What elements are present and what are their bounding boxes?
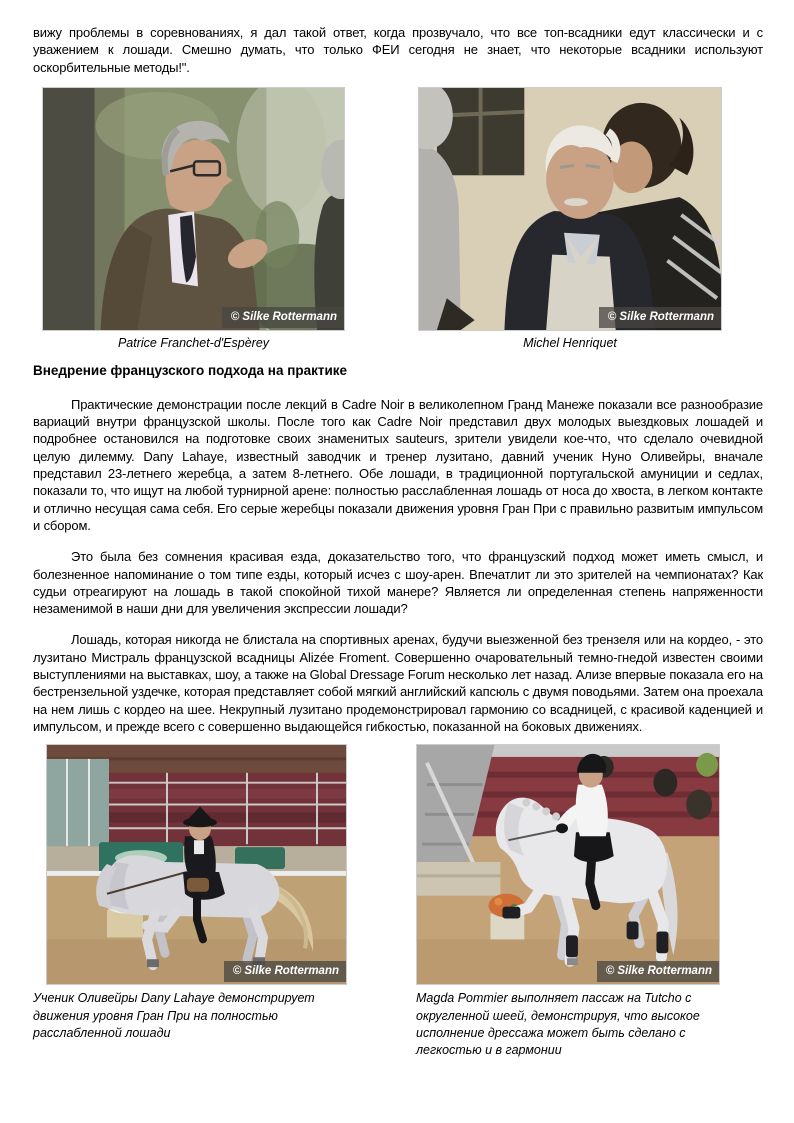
photo-caption-lahaye: Ученик Оливейры Dany Lahaye демонстрирует движения уровня Гран При на полностью расслабленной лошади — [33, 991, 315, 1041]
intro-paragraph: вижу проблемы в соревнованиях, я дал такой ответ, когда прозвучало, что все топ-всадники едут классически и с уважением к лошади. Смешно думать, что только ФЕИ сегодня не знает, что некоторые всадники используют оскорбительные методы!". — [33, 25, 763, 75]
photo-figure-michel — [418, 87, 722, 351]
photo-caption-pommier: Magda Pommier выполняет пассаж на Tutcho с округленной шеей, демонстрируя, что высокое исполнение дрессажа может быть сделано с легкостью и в гармонии — [416, 991, 700, 1058]
photo-illustration-lahaye — [47, 745, 346, 984]
photo-figure-lahaye — [33, 744, 345, 1042]
bottom-photo-row — [33, 744, 763, 1060]
photo-magda-pommier-horse — [416, 744, 720, 985]
photo-caption-michel: Michel Henriquet — [523, 335, 617, 350]
body-paragraph-1: Практические демонстрации после лекций в Cadre Noir в великолепном Гранд Манеже показали все разнообразие вариаций внутри французской школы. После того как Cadre Noir представил двух молодых выездковых лошадей и подробнее остановился на подготовке своих знаменитых sauteurs, зрители увидели кое-что, что сделало очевидной целую дилемму. Dany Lahaye, известный заводчик и тренер лузитано, давний ученик Нуно Оливейры, вначале представил 23-летнего жеребца, а затем 8-летнего. Обе лошади, в традиционной португальской амуниции и седлах, показали то, что ищут на любой турнирной арене: полностью расслабленная лошадь от носа до хвоста, в легком контакте и отлично несущая сама себя. Его серые жеребцы показали движения уровня Гран При с правильно развитым импульсом и сбором. — [33, 396, 763, 533]
photo-credit: © Silke Rottermann — [224, 961, 346, 982]
photo-illustration-michel — [419, 88, 721, 330]
section-heading: Внедрение французского подхода на практике — [33, 362, 348, 378]
body-paragraph-3: Лошадь, которая никогда не блистала на спортивных аренах, будучи выезженной без трензеля или на кордео, - это лузитано Мистраль французской всадницы Alizée Froment. Совершенно очаровательный темно-гнедой известен своими выступлениями на выставках, шоу, а также на Global Dressage Forum несколько лет назад. Ализе впервые показала его на бестрензельной уздечке, которая представляет собой мягкий английский капсюль с двумя поводьями. Затем она проехала на нем лишь с кордео на шее. Некрупный лузитано продемонстрировал гармонию со всадницей, с красивой каденцией и импульсом, и прежде всего с совершенно выдающейся гибкостью, показанной на боковых движениях. — [33, 632, 763, 734]
photo-dany-lahaye-horse — [46, 744, 347, 985]
photo-credit: © Silke Rottermann — [599, 307, 721, 328]
photo-illustration-pommier — [417, 745, 719, 984]
photo-patrice-franchet — [42, 87, 345, 331]
photo-figure-patrice — [42, 87, 345, 351]
photo-credit: © Silke Rottermann — [222, 307, 344, 328]
top-photo-row — [33, 87, 763, 351]
photo-figure-pommier — [416, 744, 720, 1060]
body-paragraph-2: Это была без сомнения красивая езда, доказательство того, что французский подход может иметь смысл, и болезненное напоминание о том типе езды, который исчез с шоу-арен. Впечатлит ли это зрителей на чемпионатах? Как судьи отреагируют на лошадь в такой спокойной тихой манере? Является ли определенная степень напряженности незаменимой в наши дни для увеличения экспрессии лошади? — [33, 549, 763, 617]
photo-credit: © Silke Rottermann — [597, 961, 719, 982]
photo-illustration-patrice — [43, 88, 344, 330]
photo-michel-henriquet — [418, 87, 722, 331]
photo-caption-patrice: Patrice Franchet-d'Espèrey — [117, 335, 270, 350]
